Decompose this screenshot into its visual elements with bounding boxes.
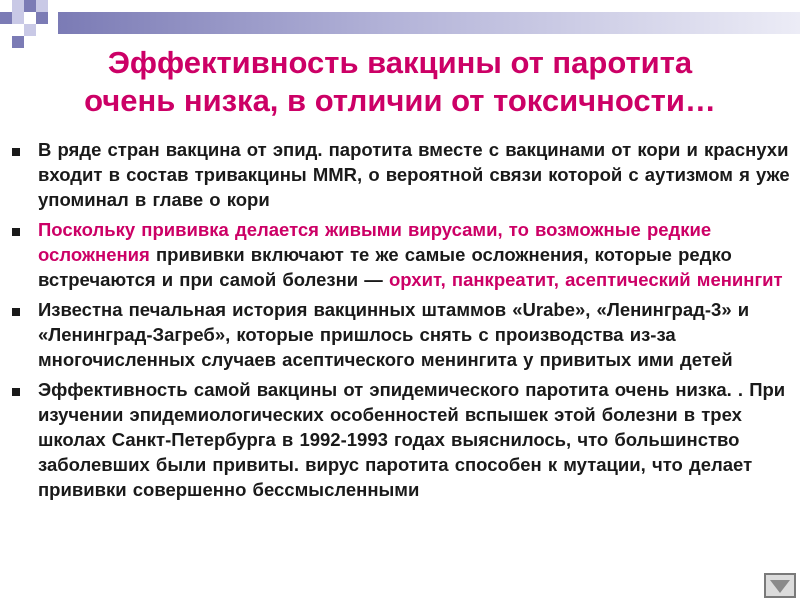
- header-stripe: [58, 12, 800, 34]
- slide-title-line-1: Эффективность вакцины от паротита: [107, 45, 693, 80]
- bullet-item: [10, 217, 795, 292]
- square-bullet-icon: [12, 388, 20, 396]
- bullet-text: [38, 137, 795, 212]
- bullet-text: [38, 377, 795, 502]
- decor-square: [0, 12, 12, 24]
- bullet-text: [38, 217, 795, 292]
- slide-title: [0, 44, 800, 120]
- bullet-text-segment: прививки включают те же самые осложнения, которые редко встречаются и при самой болезни —: [38, 244, 732, 290]
- decor-square: [24, 24, 36, 36]
- square-bullet-icon: [12, 308, 20, 316]
- bullet-item: [10, 297, 795, 372]
- slide-title-line-2: очень низка, в отличии от токсичности…: [84, 83, 716, 118]
- bullet-text-segment: Эффективность самой вакцины от эпидемического паротита очень низка. . При изучении эпидемиологических особенностей вспышек этой болезни в трех школах Санкт-Петербурга в 1992-1993 годах выяснилось, что большинство заболевших были привиты. вирус паротита способен к мутации, что делает прививки совершенно бессмысленными: [38, 379, 786, 500]
- bullet-item: [10, 377, 795, 502]
- bullet-text-segment: Известна печальная история вакцинных штаммов «Urabe», «Ленинград-3» и «Ленинград-Загреб», которые пришлось снять с производства из-за многочисленных случаев асептического менингита у привитых ими детей: [38, 299, 750, 370]
- decor-square: [36, 0, 48, 12]
- bullet-list: [10, 137, 795, 507]
- decor-square: [12, 12, 24, 24]
- bullet-text: [38, 297, 795, 372]
- bullet-item: [10, 137, 795, 212]
- bullet-text-segment: В ряде стран вакцина от эпид. паротита вместе с вакцинами от кори и краснухи входит в состав тривакцины MMR, о вероятной связи которой с аутизмом я уже упоминал в главе о кори: [38, 139, 790, 210]
- highlighted-text: орхит, панкреатит, асептический менингит: [388, 269, 783, 290]
- decor-square: [36, 12, 48, 24]
- decor-square: [12, 0, 24, 12]
- next-slide-button[interactable]: [764, 573, 796, 598]
- square-bullet-icon: [12, 148, 20, 156]
- decor-square: [24, 0, 36, 12]
- highlighted-text: Поскольку прививка делается живыми вирусами, то возможные редкие осложнения: [38, 219, 712, 265]
- arrow-icon: [769, 578, 791, 594]
- square-bullet-icon: [12, 228, 20, 236]
